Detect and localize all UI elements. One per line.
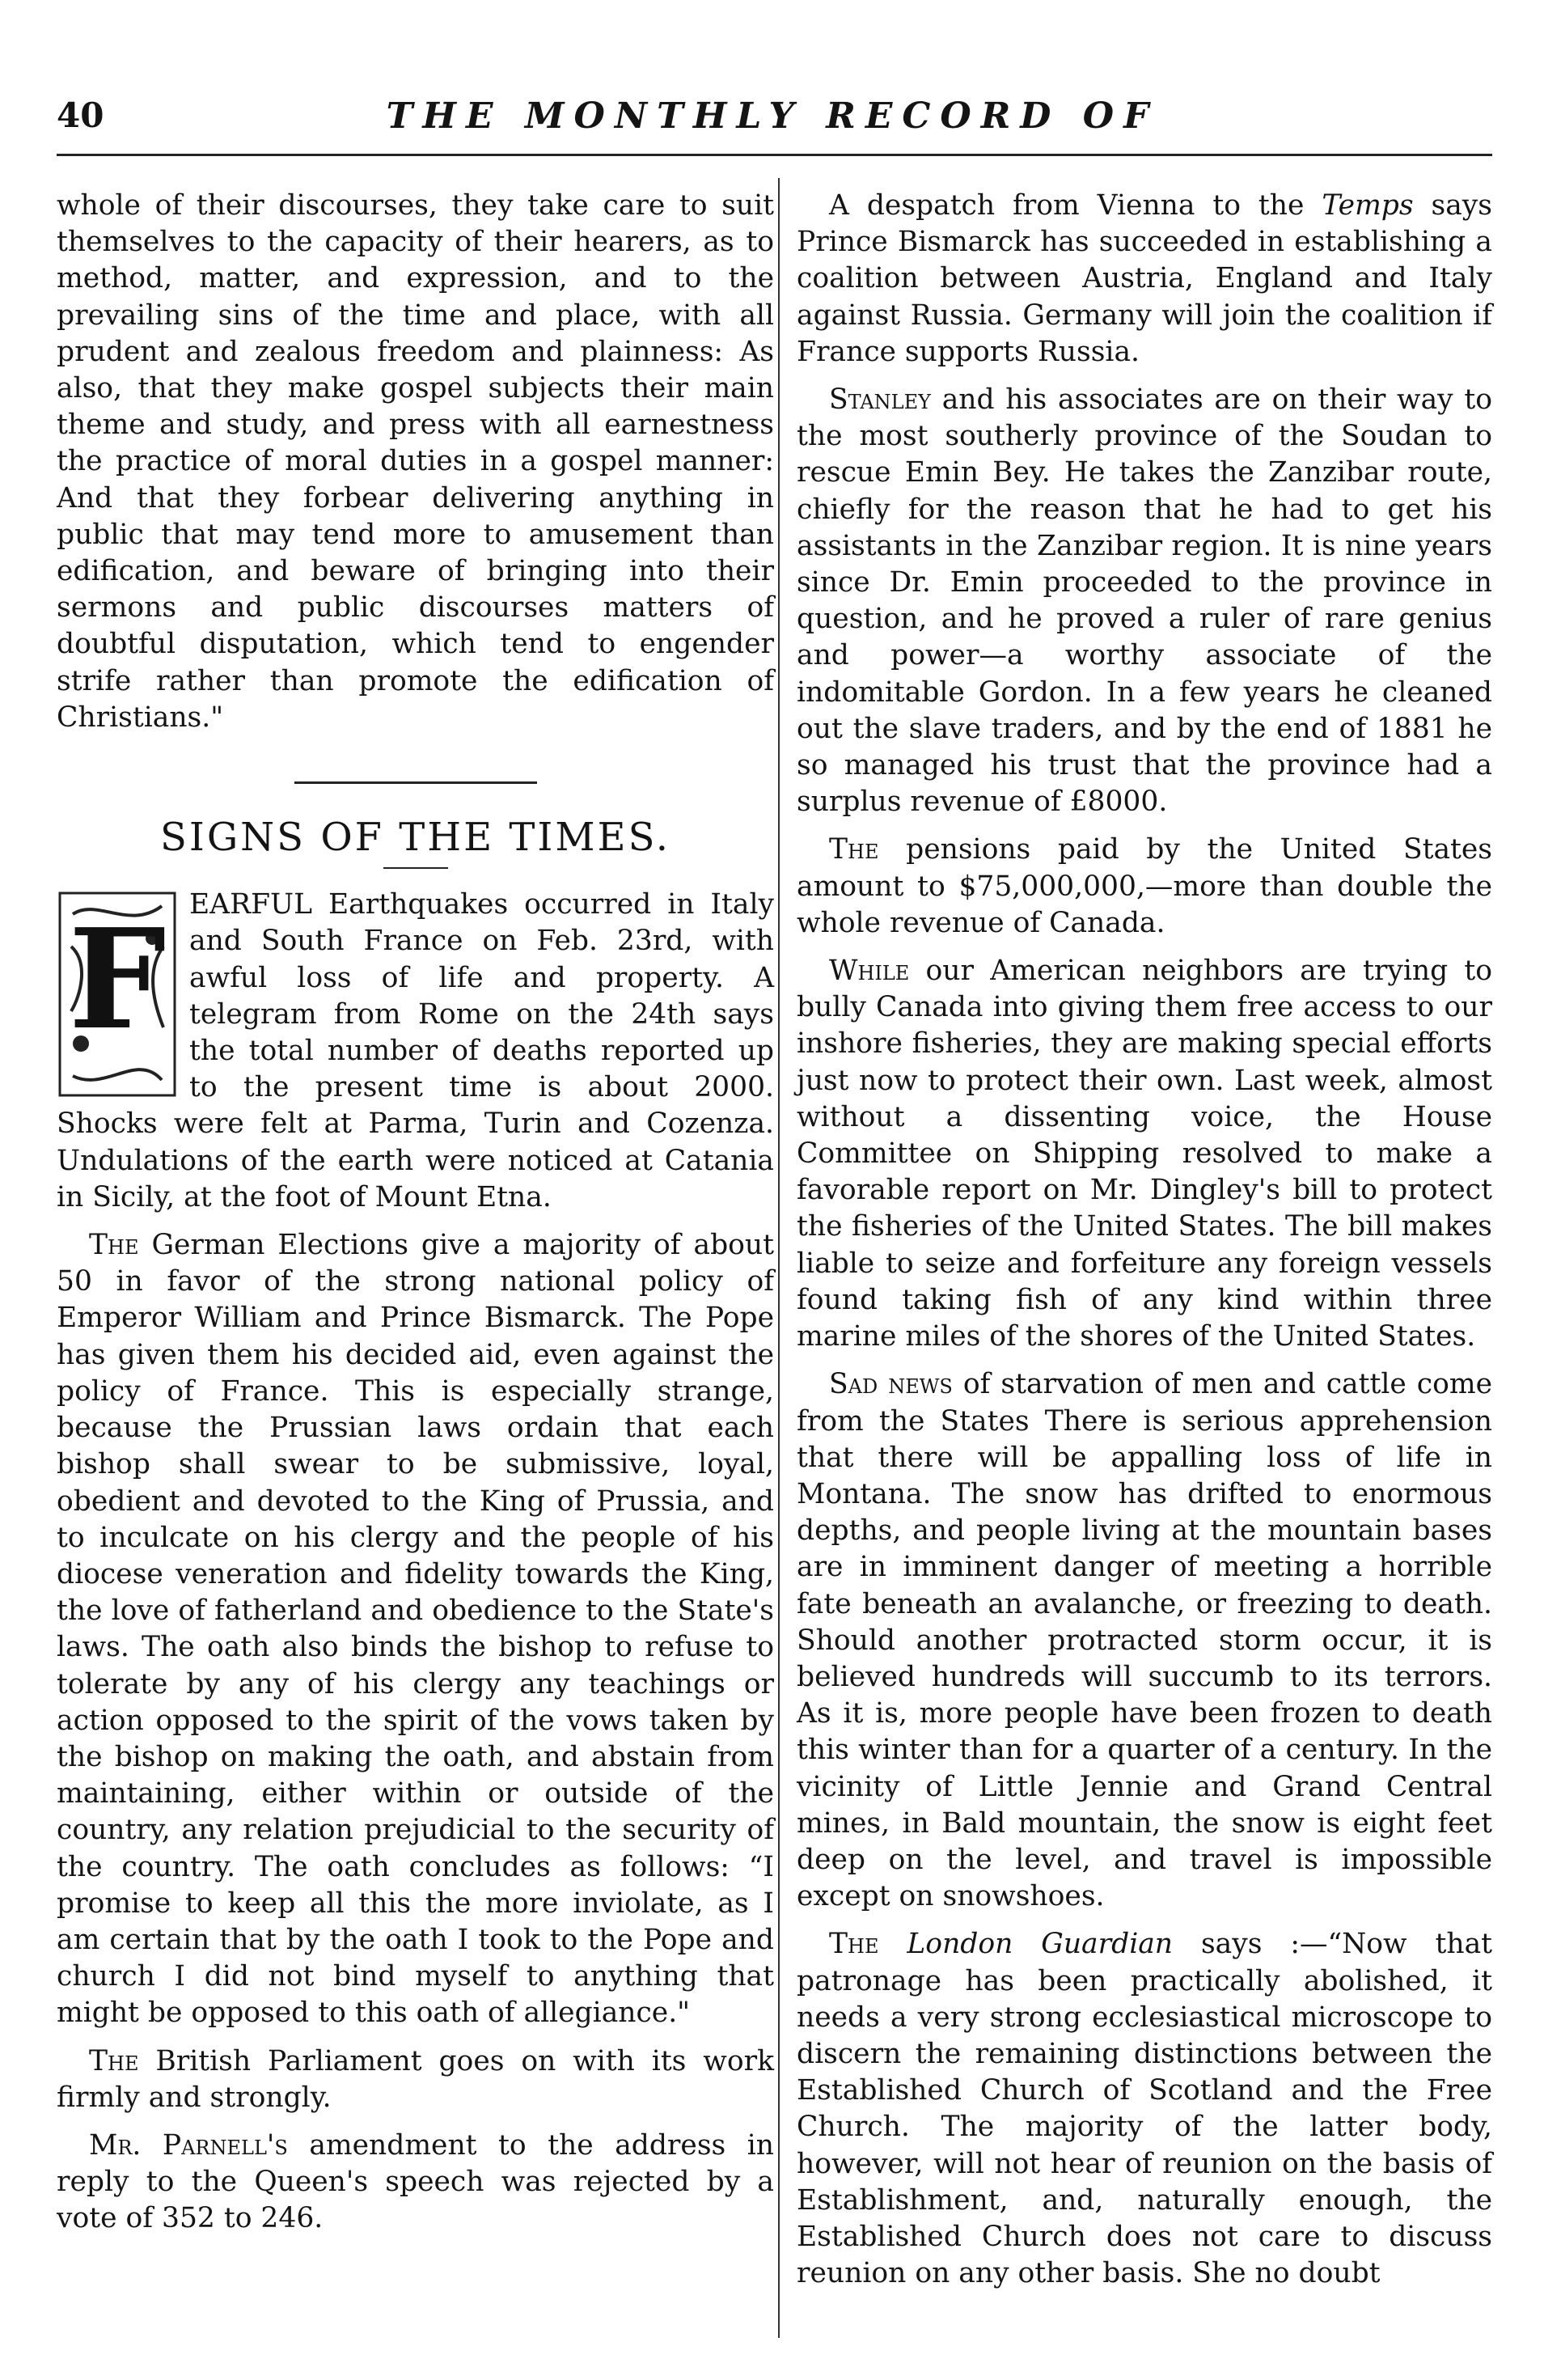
earthquake-lead: EARFUL [189,888,312,921]
stanley-text: and his associates are on their way to the most southerly province of the Soudan to rescue Emin Bey. He takes the Zanzibar route, chiefly for the reason that he had to get his assistants in the Zanzibar region. It is nine years since Dr. Emin proceeded to the province in question, and he proved a ruler of rare genius and power—a worthy associate of the indomitable Gordon. In a few years he cleaned out the slave traders, and by the end of 1881 he so managed his trust that the province had a surplus revenue of £8000. [797,383,1492,819]
german-elections-paragraph [57,1227,774,2031]
column-divider [778,178,780,2338]
stanley-lead: Stanley [829,383,931,417]
section-rule [294,781,537,784]
guardian-lead: The [829,1928,879,1961]
guardian-paragraph [797,1926,1492,2292]
guardian-paper: London Guardian [907,1928,1174,1961]
british-lead: The [89,2044,139,2077]
running-title: THE MONTHLY RECORD OF [386,95,1159,137]
dropcap-ornament [57,890,178,1099]
ornamental-initial-icon [57,890,178,1099]
vienna-paragraph [797,188,1492,371]
vienna-rest: says Prince Bismarck has succeeded in establishing a coalition between Austria, England and Italy against Russia. Germany will join the coalition if France supports Russia. [797,189,1492,368]
right-column [797,188,1492,2303]
page-header [57,95,1488,147]
pensions-text: pensions paid by the United States amount to $75,000,000,—more than double the whole revenue of Canada. [797,833,1492,939]
dropcap-letter: F [68,899,167,1061]
fisheries-paragraph [797,953,1492,1355]
british-parliament-paragraph [57,2043,774,2116]
left-column [57,188,774,2249]
german-text: German Elections give a majority of about 50 in favor of the strong national policy of Emperor William and Prince Bismarck. The Pope has given them his decided aid, even against the policy of France. This is especially strange, because the Prussian laws ordain that each bishop shall swear to be submissive, loyal, obedient and devoted to the King of Prussia, and to inculcate on his clergy and the people of his diocese veneration and fidelity towards the King, the love of fatherland and obedience to the State's laws. The oath also binds the bishop to refuse to tolerate by any of his clergy any teachings or action opposed to the spirit of the vows taken by the bishop on making the oath, and abstain from maintaining, either within or outside of the country, any relation prejudicial to the security of the country. The oath concludes as follows: “I promise to keep all this the more inviolate, as I am certain that by the oath I took to the Pope and church I did not bind myself to anything that might be opposed to this oath of allegiance." [57,1229,775,2030]
parnell-paragraph [57,2128,774,2238]
fisheries-lead: While [829,955,910,988]
earthquake-paragraph [57,887,774,1216]
section-title: SIGNS OF THE TIMES. [159,815,670,861]
stanley-paragraph [797,382,1492,820]
pensions-paragraph [797,832,1492,942]
section-title-rule [383,867,448,869]
page-number: 40 [57,95,104,135]
british-text: British Parliament goes on with its work firmly and strongly. [57,2044,774,2114]
parnell-lead: Mr. Parnell's [89,2128,288,2162]
german-lead: The [89,1229,139,1262]
guardian-text: says :—“Now that patronage has been practically abolished, it needs a very strong ecclesiastical microscope to discern the remaining distinctions between the Established Church of Scotland and the Free Church. The majority of the latter body, however, will not hear of reunion on the basis of Establishment, and, naturally enough, the Established Church does not care to discuss reunion on any other basis. She no doubt [797,1928,1493,2290]
pensions-lead: The [829,833,879,866]
earthquake-text: Earthquakes occurred in Italy and South France on Feb. 23rd, with awful loss of life and property. A telegram from Rome on the 24th says the total number of deaths reported up to the present time is about 2000. Shocks were felt at Parma, Turin and Cozenza. Undulations of the earth were noticed at Catania in Sicily, at the foot of Mount Etna. [57,888,774,1213]
starvation-paragraph [797,1366,1492,1915]
parnell-text: amendment to the address in reply to the Queen's speech was rejected by a vote of 352 to 246. [57,2128,775,2235]
vienna-paper: Temps [1322,189,1414,222]
starvation-lead: Sad news [829,1368,953,1401]
header-rule [57,154,1492,156]
vienna-text: A despatch from Vienna to the [829,189,1305,222]
fisheries-text: our American neighbors are trying to bully Canada into giving them free access to our inshore fisheries, they are making special efforts just now to protect their own. Last week, almost without a dissenting voice, the House Committee on Shipping resolved to make a favorable report on Mr. Dingley's bill to protect the fisheries of the United States. The bill makes liable to seize and forfeiture any foreign vessels found taking fish of any kind within three marine miles of the shores of the United States. [797,955,1492,1353]
starvation-text: of starvation of men and cattle come from the States There is serious apprehension that there will be appalling loss of life in Montana. The snow has drifted to enormous depths, and people living at the mountain bases are in imminent danger of meeting a horrible fate beneath an avalanche, or freezing to death. Should another protracted storm occur, it is believed hundreds will succumb to its terrors. As it is, more people have been frozen to death this winter than for a quarter of a century. In the vicinity of Little Jennie and Grand Central mines, in Bald mountain, the snow is eight feet deep on the level, and travel is impossible except on snowshoes. [797,1368,1492,1913]
intro-paragraph: whole of their discourses, they take care to suit themselves to the capacity of their hearers, as to method, matter, and expression, and to the prevailing sins of the time and place, with all prudent and zealous freedom and plainness: As also, that they make gospel subjects their main theme and study, and press with all earnestness the practice of moral duties in a gospel manner: And that they forbear delivering anything in public that may tend more to amusement than edification, and beware of bringing into their sermons and public discourses matters of doubtful disputation, which tend to engender strife rather than promote the edification of Christians." [57,189,774,734]
